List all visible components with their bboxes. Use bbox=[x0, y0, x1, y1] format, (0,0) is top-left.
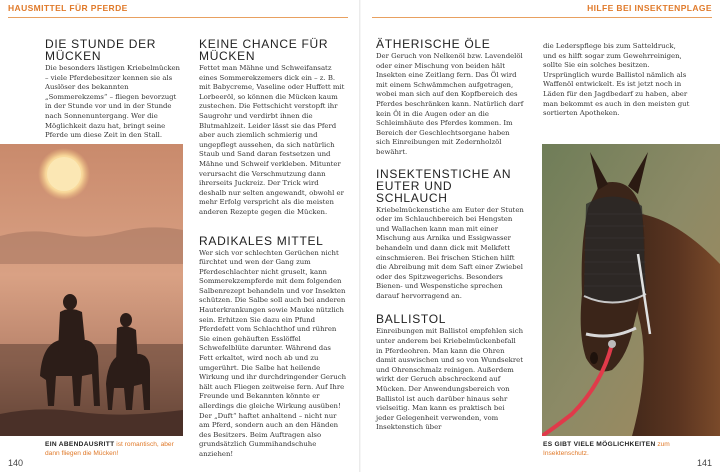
paragraph-stunde-der-muecken: Die besonders lästigen Kriebelmücken – viele Pferdebesitzer kennen sie als Auslöser des bekannten „Sommerekzems“ – fliegen bevorzugt in der Stunde vor und in der Stunde nach Sonnenuntergang. Wer die Möglichkeit dazu hat, bringt seine Pferde um diese Zeit in den Stall. bbox=[45, 64, 180, 140]
heading-keine-chance: KEINE CHANCE FÜR MÜCKEN bbox=[199, 37, 329, 63]
paragraph-aetherische-oele: Der Geruch von Nelkenöl bzw. Lavendelöl oder einer Mischung von beiden hält Insekten eine Zeitlang fern. Das Öl wird mit einem Schwämmchen aufgetragen, wobei man sich auf den Kopfbereich des Pferdes beschränken kann. Natürlich darf kein Öl in die Augen oder an die Schleimhäute des Pferdes kommen. Im Bereich der Geschlechtsorgane haben sich Einreibungen mit Zedernholzöl bewährt. bbox=[376, 52, 524, 156]
page-number-right: 141 bbox=[696, 458, 712, 468]
paragraph-keine-chance: Fettet man Mähne und Schweifansatz eines Sommerekzemers dick ein – z. B. mit Babycreme, Vaseline oder Huffett mit Lorbeeröl, so können die Mücken kaum zustechen. Die Fettschicht verstopft ihr Saugrohr und verdirbt ihnen die Blutmahlzeit. Leider lässt sie das Pferd aber auch ziemlich schmierig und ungepflegt aussehen, da sich natürlich Staub und Sand daran festsetzen und Mähne und Schweif verkleben. Mitunter verursacht die Verschmutzung dann ihrerseits Juckreiz. Der Trick wird deshalb nur selten angewandt, obwohl er mehr Erfolg verspricht als die meisten anderen Rezepte gegen die Mücken. bbox=[199, 64, 345, 216]
column-1 bbox=[45, 38, 185, 141]
running-header-right: HILFE BEI INSEKTENPLAGE bbox=[587, 3, 712, 13]
photo-horse-fly-mask bbox=[542, 144, 720, 436]
heading-ballistol: BALLISTOL bbox=[376, 312, 447, 327]
caption-evening-ride-bold: EIN ABENDAUSRITT bbox=[45, 441, 115, 448]
header-rule-left bbox=[8, 17, 348, 18]
caption-horse-bold: ES GIBT VIELE MÖGLICHKEITEN bbox=[543, 441, 656, 448]
sunset-riders-image bbox=[0, 144, 183, 436]
page-gutter bbox=[359, 0, 361, 472]
paragraph-ballistol-continued: die Lederspflege bis zum Satteldruck, und es hilft sogar zum Gewehrreinigen, sollte Sie ein solches besitzen. Ursprünglich wurde Ballistol nämlich als Waffenöl entwickelt. Es ist jetzt noch in Läden für den Jagdbedarf zu haben, aber man bekommt es auch in den meisten gut sortierten Apotheken. bbox=[543, 42, 690, 118]
page-number-left: 140 bbox=[8, 458, 24, 468]
header-rule-right bbox=[372, 17, 712, 18]
caption-horse-text: zum Insektenschutz. bbox=[543, 441, 670, 457]
column-3 bbox=[376, 38, 524, 433]
running-header-left: HAUSMITTEL FÜR PFERDE bbox=[8, 3, 128, 13]
paragraph-radikales-mittel: Wer sich vor schlechten Gerüchen nicht fürchtet und wen der Gang zum Pferdeschlachter nicht gruselt, kann Sommerekzempferde mit dem folgenden Salbenrezept behandeln und vor Insekten schützen. Die Salbe soll auch bei anderen Hauterkrankungen sowie Mauke nützlich sein. Erhitzen Sie dazu ein Pfund Pferdefett vom Schlachthof und rühren Sie einen gehäuften Esslöffel Schwefelblüte darunter. Während das Fett erkaltet, wird noch ab und zu umgerührt. Die Salbe hat heilende Wirkung und ihr durchdringender Geruch hält auch Fliegen zeitweise fern. Auf Ihre Freunde und Bekannten könnte er allerdings die gleiche Wirkung ausüben! Der „Duft“ haftet anhaltend – nicht nur am Pferd, sondern auch an den Händen des Besitzers. Beim Auftragen also grundsätzlich Gummihandschuhe anziehen! bbox=[199, 248, 347, 458]
column-4 bbox=[543, 42, 691, 119]
horse-fly-mask-image bbox=[542, 144, 720, 436]
heading-stunde-der-muecken: DIE STUNDE DER MÜCKEN bbox=[45, 37, 157, 63]
caption-horse-fly-mask bbox=[543, 440, 703, 458]
paragraph-ballistol: Einreibungen mit Ballistol empfehlen sich unter anderem bei Kriebelmückenbefall in Pferdeohren. Man kann die Ohren damit auswischen und so von Wundsekret und Ohrenschmalz reinigen. Außerdem wirkt der Geruch abschreckend auf Mücken. Der Anwendungsbereich von Ballistol ist auch darüber hinaus sehr vielseitig. Man kann es praktisch bei jeder Gelegenheit verwenden, vom Insektenstich über bbox=[376, 327, 524, 432]
heading-radikales-mittel: RADIKALES MITTEL bbox=[199, 233, 324, 248]
paragraph-insektenstiche: Kriebelmückenstiche am Euter der Stuten oder im Schlauchbereich bei Hengsten und Wallachen kann man mit einer Mischung aus Arnika und Essigwasser behandeln und dann dick mit Melkfett einschmieren. Bei frischen Stichen hilft die Abreibung mit dem Saft einer Zwiebel oder des Spitzwegerichs. Besonders Bienen- und Wespenstiche sprechen darauf hervorragend an. bbox=[376, 205, 524, 300]
heading-aetherische-oele: ÄTHERISCHE ÖLE bbox=[376, 37, 491, 51]
caption-evening-ride bbox=[45, 440, 180, 458]
caption-evening-ride-text: ist romantisch, aber dann fliegen die Mücken! bbox=[45, 441, 174, 457]
heading-insektenstiche: INSEKTENSTICHE AN EUTER UND SCHLAUCH bbox=[376, 166, 512, 205]
photo-evening-ride bbox=[0, 144, 183, 436]
column-2 bbox=[199, 38, 346, 460]
